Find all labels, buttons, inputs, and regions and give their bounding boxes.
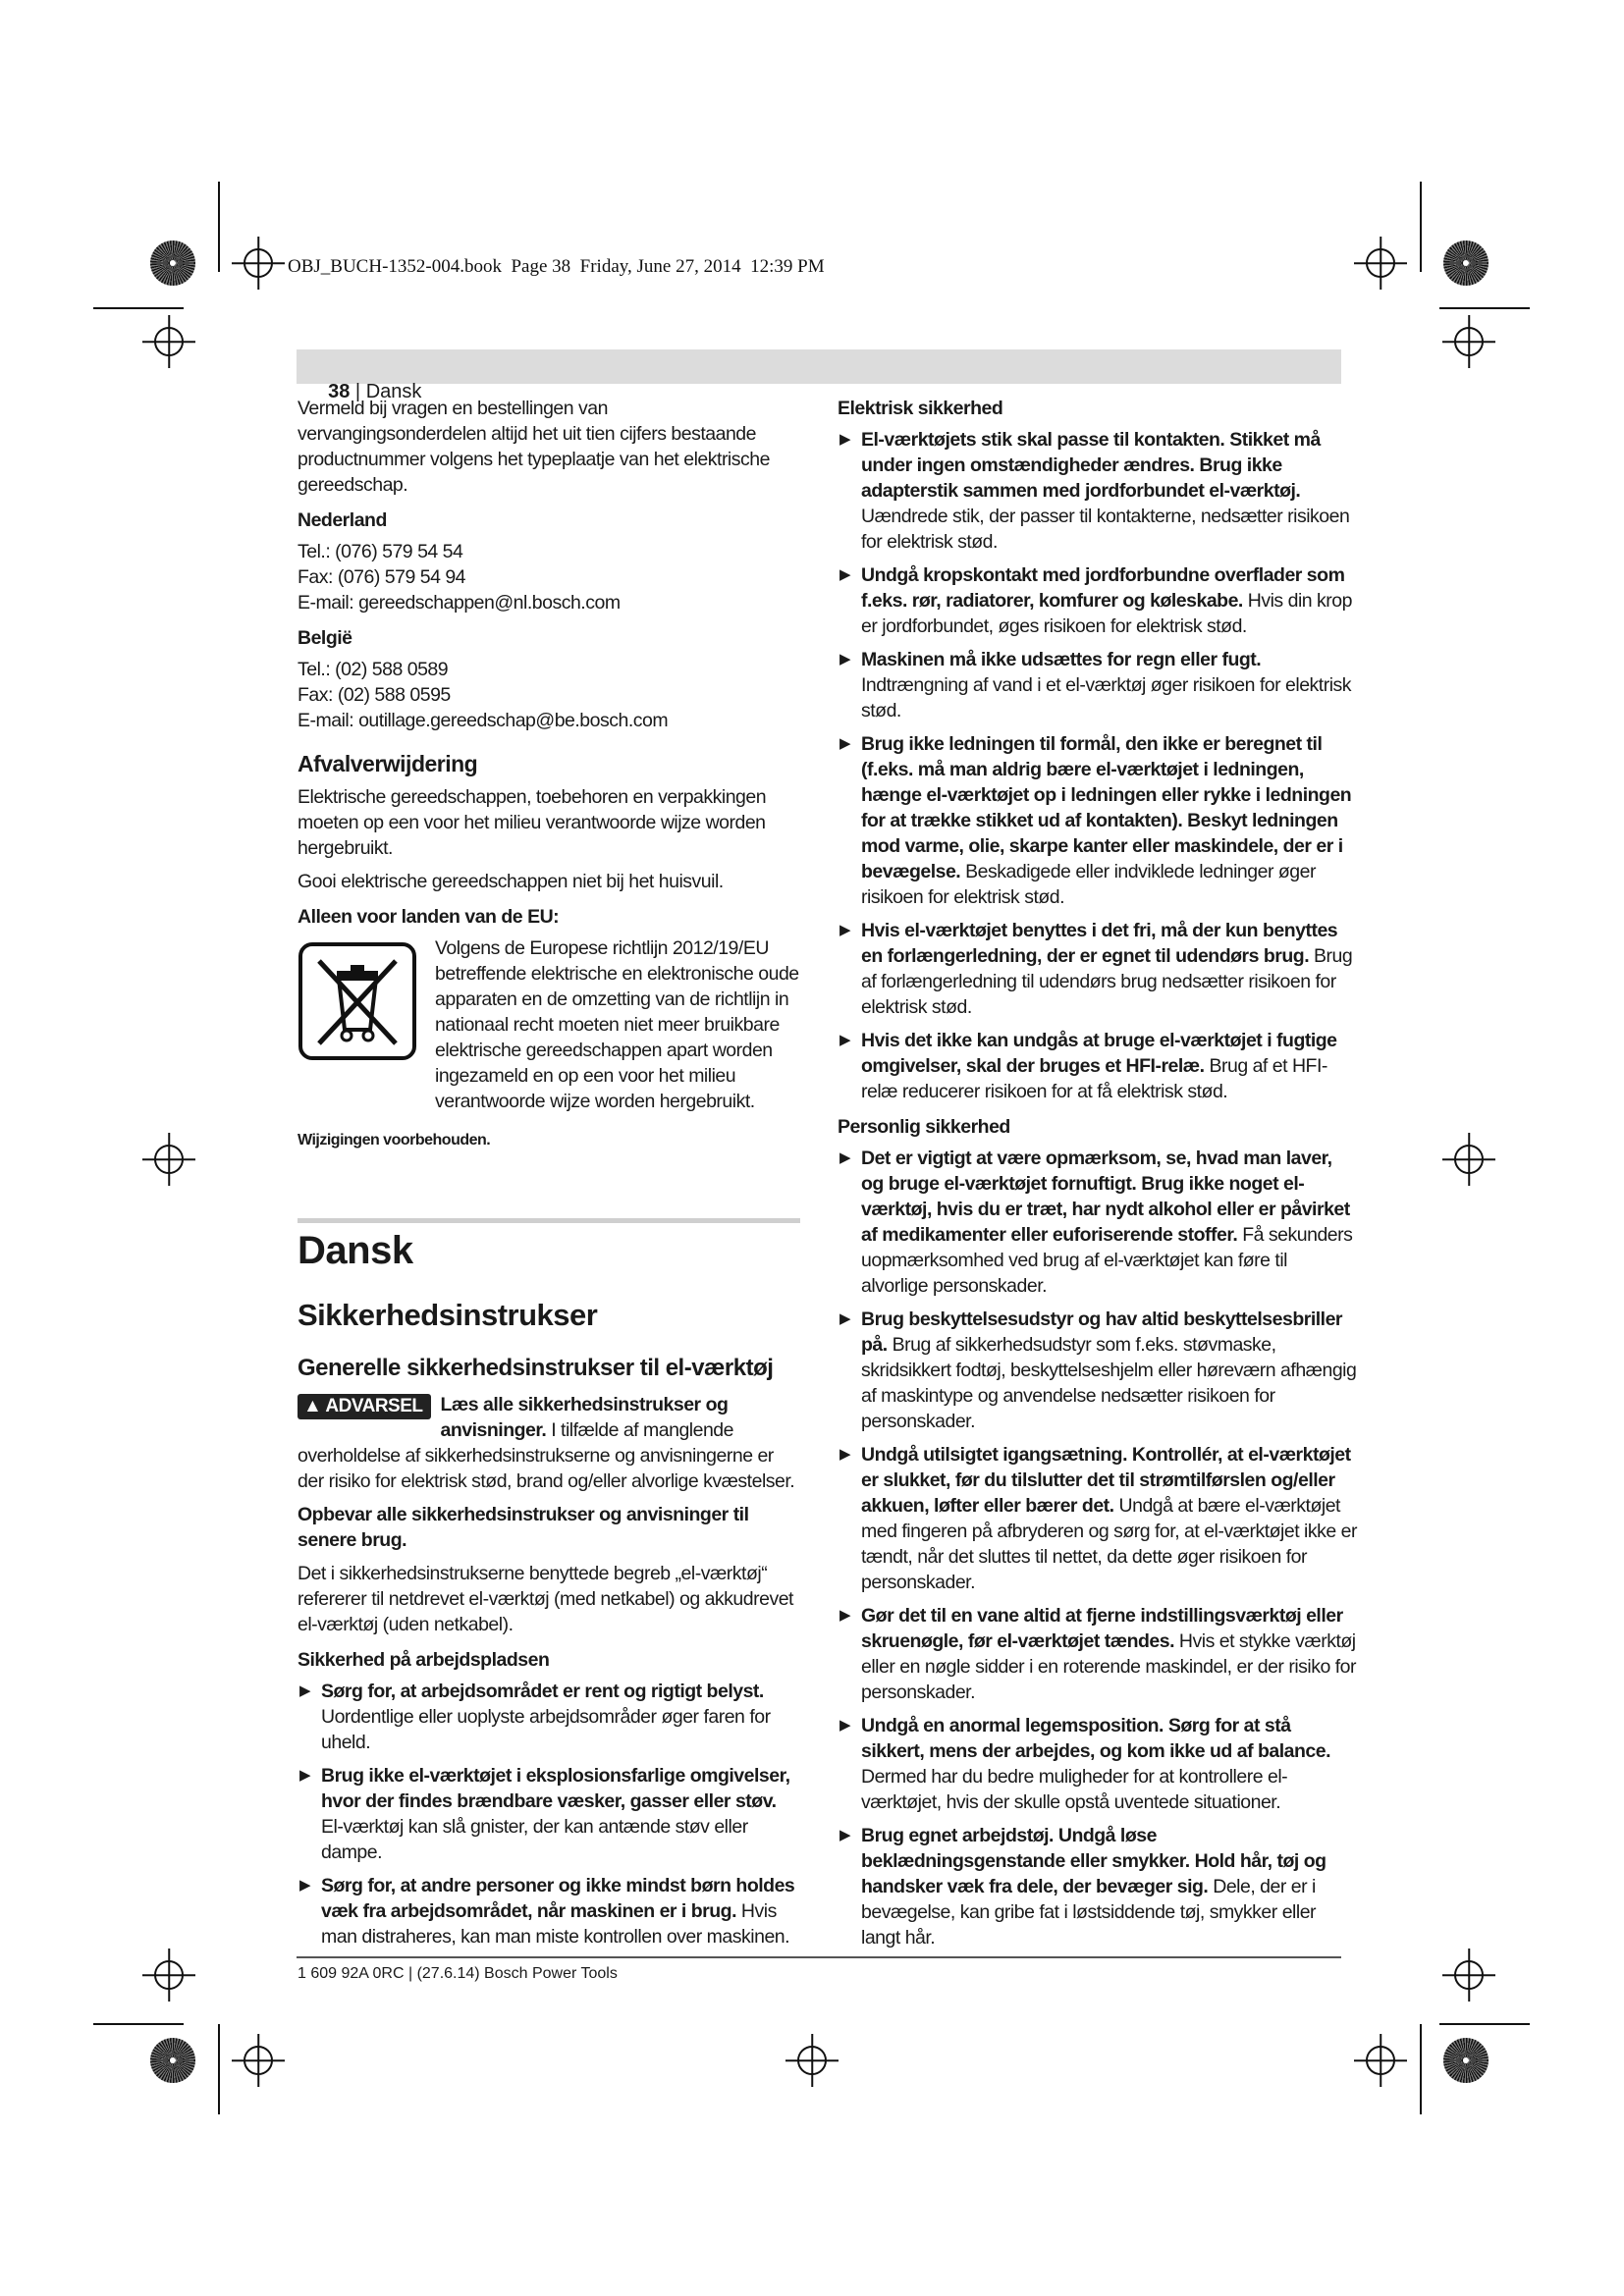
bullet-arrow-icon: ▶: [299, 1767, 311, 1784]
list-item: [838, 1442, 1358, 1595]
item-bold: Undgå kropskontakt med jordforbundne overflader som f.eks. rør, radiatorer, komfurer og køleskabe.: [861, 564, 1345, 612]
list-item: [838, 918, 1358, 1020]
running-header-bar: [297, 349, 1341, 384]
list-item: [298, 1763, 800, 1865]
be-tel: Tel.: (02) 588 0589: [298, 659, 449, 680]
item-text: Hvis et stykke værktøj eller en nøgle sidder i en roterende maskindel, er der risiko for personskader.: [861, 1630, 1357, 1703]
crosshair-top-left: [244, 248, 273, 278]
crosshair-upper-left: [154, 327, 184, 356]
replacement-parts-note: Vermeld bij vragen en bestellingen van vervangingsonderdelen altijd het uit tien cijfers bestaande productnummer volgens het typeplaatje van het elektrische gereedschap.: [298, 398, 770, 496]
afval-paragraph-2: Gooi elektrische gereedschappen niet bij het huisvuil.: [298, 871, 724, 892]
be-fax: Fax: (02) 588 0595: [298, 684, 451, 706]
warning-label: ADVARSEL: [325, 1396, 423, 1416]
item-text: Hvis din krop er jordforbundet, øges risikoen for elektrisk stød.: [861, 590, 1352, 637]
bullet-arrow-icon: ▶: [299, 1682, 311, 1699]
changes-note: Wijzigingen voorbehouden.: [298, 1132, 491, 1148]
item-text: Brug af sikkerhedsudstyr som f.eks. støvmaske, skridsikkert fodtøj, beskyttelseshjelm eller høreværn afhængig af maskintype og anvendelse nedsætter risikoen for personskader.: [861, 1334, 1357, 1432]
bullet-arrow-icon: ▶: [839, 1149, 851, 1166]
crop-line: [1439, 2023, 1530, 2025]
list-item: [838, 647, 1358, 723]
bullet-arrow-icon: ▶: [839, 1607, 851, 1624]
afval-paragraph-1: Elektrische gereedschappen, toebehoren en verpakkingen moeten op een voor het milieu verantwoorde wijze worden hergebruikt.: [298, 786, 767, 859]
crosshair-mid-right: [1454, 1145, 1484, 1174]
item-text: Brug af forlængerledning til udendørs brug nedsætter risikoen for elektrisk stød.: [861, 945, 1353, 1018]
item-text: Hvis man distraheres, kan man miste kontrollen over maskinen.: [321, 1900, 790, 1948]
bullet-arrow-icon: ▶: [839, 1032, 851, 1048]
item-text: Brug af et HFI-relæ reducerer risikoen for at få elektrisk stød.: [861, 1055, 1327, 1102]
item-bold: Brug beskyttelsesudstyr og hav altid beskyttelsesbriller på.: [861, 1308, 1343, 1356]
item-text: Beskadigede eller indviklede ledninger øger risikoen for elektrisk stød.: [861, 861, 1316, 908]
crop-line: [218, 2024, 220, 2114]
footer-text: 1 609 92A 0RC | (27.6.14) Bosch Power Tools: [298, 1965, 618, 1982]
left-column: [298, 396, 800, 1957]
item-bold: El-værktøjets stik skal passe til kontakten. Stikket må under ingen omstændigheder ændres. Brug ikke adapterstik sammen med jordforbundet el-værktøj.: [861, 429, 1321, 502]
item-bold: Gør det til en vane altid at fjerne indstillingsværktøj eller skruenøgle, før el-værktøjet tændes.: [861, 1605, 1343, 1652]
crop-line: [93, 2023, 184, 2025]
bullet-arrow-icon: ▶: [839, 1310, 851, 1327]
crosshair-lower-right: [1454, 1960, 1484, 1990]
bullet-arrow-icon: ▶: [839, 431, 851, 448]
sikkerhedsinstrukser-heading: Sikkerhedsinstrukser: [298, 1298, 598, 1332]
warning-block: [298, 1392, 800, 1494]
bullet-arrow-icon: ▶: [839, 1827, 851, 1843]
crosshair-lower-left: [154, 1960, 184, 1990]
list-item: [298, 1679, 800, 1755]
item-bold: Sørg for, at arbejdsområdet er rent og rigtigt belyst.: [321, 1681, 764, 1702]
item-bold: Det er vigtigt at være opmærksom, se, hvad man laver, og bruge el-værktøjet fornuftigt. Brug ikke noget el-værktøj, hvis du er træt, har nydt alkohol eller er påvirket af medikamenter eller euforiserende stoffer.: [861, 1148, 1350, 1246]
list-item: [838, 1713, 1358, 1815]
item-bold: Sørg for, at andre personer og ikke mindst børn holdes væk fra arbejdsområdet, når maskinen er i brug.: [321, 1875, 795, 1922]
list-item: [838, 1146, 1358, 1299]
bullet-arrow-icon: ▶: [839, 566, 851, 583]
personlig-heading: Personlig sikkerhed: [838, 1116, 1010, 1138]
afval-heading: Afvalverwijdering: [298, 751, 478, 776]
footer-rule: [297, 1956, 1341, 1958]
registration-disc-top-left: [150, 240, 195, 286]
weee-icon: [298, 941, 417, 1061]
list-item: [838, 731, 1358, 910]
crosshair-mid-left: [154, 1145, 184, 1174]
item-bold: Brug ikke el-værktøjet i eksplosionsfarlige omgivelser, hvor der findes brændbare væsker, gasser eller støv.: [321, 1765, 790, 1812]
bullet-arrow-icon: ▶: [839, 922, 851, 938]
header-separator: |: [350, 381, 366, 402]
bullet-arrow-icon: ▶: [839, 735, 851, 752]
crosshair-bottom-left: [244, 2046, 273, 2075]
item-text: Få sekunders uopmærksomhed ved brug af el-værktøjet kan føre til alvorlige personskader.: [861, 1224, 1353, 1297]
bullet-arrow-icon: ▶: [839, 1446, 851, 1463]
crop-line: [1420, 182, 1422, 272]
warning-badge: [298, 1394, 431, 1419]
header-language: Dansk: [365, 381, 422, 402]
item-bold: Maskinen må ikke udsættes for regn eller fugt.: [861, 649, 1262, 670]
item-bold: Brug egnet arbejdstøj. Undgå løse beklædningsgenstande eller smykker. Hold hår, tøj og handsker væk fra dele, der bevæger sig.: [861, 1825, 1326, 1897]
item-bold: Brug ikke ledningen til formål, den ikke er beregnet til (f.eks. må man aldrig bære el-værktøjet i ledningen, hænge el-værktøjet op i ledningen eller rykke i ledningen for at trække stikket ud af kontakten). Beskyt ledningen mod varme, olie, skarpe kanter eller maskindele, der er i bevægelse.: [861, 733, 1352, 882]
dansk-heading: Dansk: [298, 1229, 413, 1272]
list-item: [298, 1873, 800, 1949]
item-text: Dermed har du bedre muligheder for at kontrollere el-værktøjet, hvis der skulle opstå uventede situationer.: [861, 1766, 1288, 1813]
list-item: [838, 427, 1358, 555]
crosshair-bottom-center: [797, 2046, 827, 2075]
item-text: Uordentlige eller uoplyste arbejdsområder øger faren for uheld.: [321, 1706, 771, 1753]
item-bold: Undgå utilsigtet igangsætning. Kontrollér, at el-værktøjet er slukket, før du tilslutter det til strømtilførslen og/eller akkuen, løfter eller bærer det.: [861, 1444, 1351, 1517]
opbevar-instruction: Opbevar alle sikkerhedsinstrukser og anvisninger til senere brug.: [298, 1504, 749, 1551]
item-bold: Undgå en anormal legemsposition. Sørg for at stå sikkert, mens der arbejdes, og kom ikke ud af balance.: [861, 1715, 1331, 1762]
nl-tel: Tel.: (076) 579 54 54: [298, 541, 463, 562]
begreb-paragraph: Det i sikkerhedsinstrukserne benyttede begreb „el-værktøj“ refererer til netdrevet el-værktøj (med netkabel) og akkudrevet el-værktøj (uden netkabel).: [298, 1563, 793, 1635]
eu-text: Volgens de Europese richtlijn 2012/19/EU betreffende elektrische en elektronische oude apparaten en de omzetting van de richtlijn in nationaal recht moeten niet meer bruikbare elektrische gereedschappen apart worden ingezameld en op een voor het milieu verantwoorde wijze worden hergebruikt.: [435, 937, 799, 1112]
crop-line: [1439, 307, 1530, 309]
warning-bold: Læs alle sikkerhedsinstrukser og anvisninger.: [440, 1394, 729, 1441]
warning-triangle-icon: ▲: [303, 1396, 326, 1416]
crop-line: [93, 307, 184, 309]
crosshair-bottom-right: [1366, 2046, 1395, 2075]
item-bold: Hvis el-værktøjet benyttes i det fri, må der kun benyttes en forlængerledning, der er egnet til udendørs brug.: [861, 920, 1338, 967]
nl-fax: Fax: (076) 579 54 94: [298, 566, 466, 588]
item-bold: Hvis det ikke kan undgås at bruge el-værktøjet i fugtige omgivelser, skal der bruges et HFI-relæ.: [861, 1030, 1337, 1077]
item-text: Undgå at bære el-værktøjet med fingeren på afbryderen og sørg for, at el-værktøjet ikke er tændt, når det sluttes til nettet, da dette øger risikoen for personskader.: [861, 1495, 1357, 1593]
item-text: Uændrede stik, der passer til kontakterne, nedsætter risikoen for elektrisk stød.: [861, 506, 1350, 553]
right-column: [838, 396, 1358, 1958]
list-item: [838, 1603, 1358, 1705]
item-text: Indtrængning af vand i et el-værktøj øger risikoen for elektrisk stød.: [861, 674, 1352, 721]
nl-email: E-mail: gereedschappen@nl.bosch.com: [298, 592, 621, 614]
list-item: [838, 1028, 1358, 1104]
crosshair-upper-right: [1454, 327, 1484, 356]
elektrisk-heading: Elektrisk sikkerhed: [838, 398, 1003, 419]
list-item: [838, 1307, 1358, 1434]
item-text: Dele, der er i bevægelse, kan gribe fat i løstsiddende tøj, smykker eller langt hår.: [861, 1876, 1317, 1949]
arbejdspladsen-heading: Sikkerhed på arbejdspladsen: [298, 1649, 550, 1671]
belgie-heading: België: [298, 627, 352, 649]
crop-line: [218, 182, 220, 272]
be-email: E-mail: outillage.gereedschap@be.bosch.com: [298, 710, 669, 731]
bullet-arrow-icon: ▶: [839, 1717, 851, 1734]
bullet-arrow-icon: ▶: [299, 1877, 311, 1894]
generelle-heading: Generelle sikkerhedsinstrukser til el-værktøj: [298, 1355, 774, 1381]
list-item: [838, 562, 1358, 639]
nederland-heading: Nederland: [298, 509, 387, 531]
registration-disc-bottom-right: [1443, 2038, 1489, 2083]
list-item: [838, 1823, 1358, 1950]
crop-line: [1420, 2024, 1422, 2114]
print-header: OBJ_BUCH-1352-004.book Page 38 Friday, June 27, 2014 12:39 PM: [288, 256, 825, 277]
eu-block: [298, 935, 800, 1114]
registration-disc-top-right: [1443, 240, 1489, 286]
eu-heading: Alleen voor landen van de EU:: [298, 906, 560, 928]
bullet-arrow-icon: ▶: [839, 651, 851, 667]
page-number: 38: [328, 381, 351, 402]
section-rule: [298, 1218, 800, 1223]
crosshair-top-right: [1366, 248, 1395, 278]
item-text: El-værktøj kan slå gnister, der kan antænde støv eller dampe.: [321, 1816, 748, 1863]
warning-text: I tilfælde af manglende overholdelse af sikkerhedsinstrukserne og anvisningerne er der risiko for elektrisk stød, brand og/eller alvorlige kvæstelser.: [298, 1419, 795, 1492]
registration-disc-bottom-left: [150, 2038, 195, 2083]
